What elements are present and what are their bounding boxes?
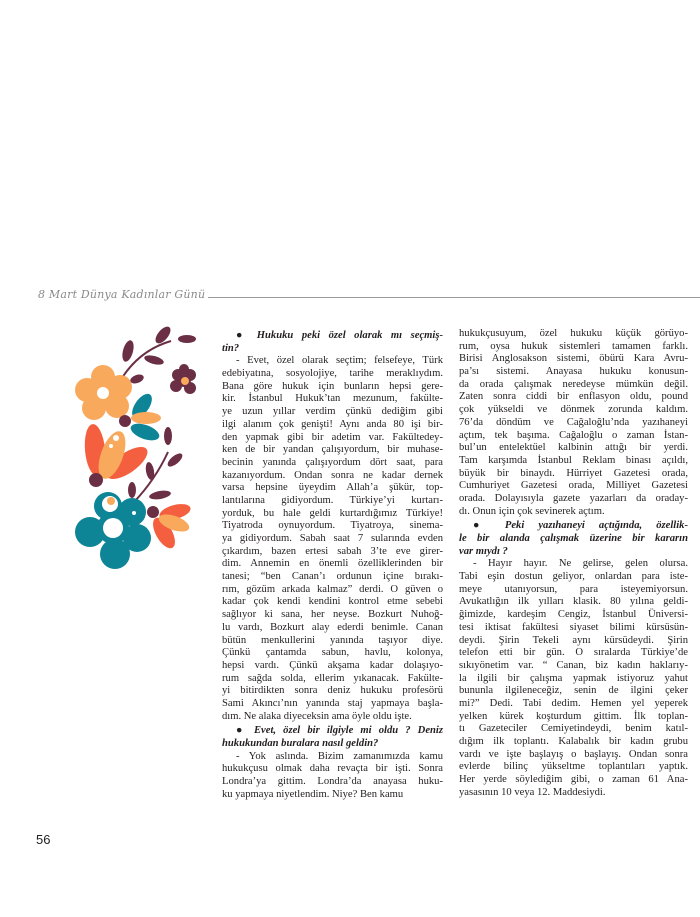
orange-flower — [75, 365, 132, 420]
text-line: telefon etti bir gün. O sıralarda Türkiye’de — [459, 647, 688, 659]
interview-answer — [222, 355, 443, 723]
text-line: Tam karşımda İstanbul Reklam binası açıldı, — [459, 454, 688, 466]
text-column-1 — [222, 328, 443, 801]
text-line: ● Hukuku peki özel olarak mı seçmiş- — [236, 330, 443, 341]
text-line: dığım ilk toplantı. Kalabalık bir kadın grubu — [459, 736, 688, 747]
red-side-flower — [147, 501, 192, 552]
text-line: mi?” Dedi. Tabi dedim. Hemen yel yeperek — [459, 697, 688, 709]
text-line: 76’da döndüm ve Cağaloğlu’nda yazıhaneyi — [459, 416, 688, 428]
text-line: evlerde bilinç yükseltme toplantıları yaptık. — [459, 761, 688, 773]
text-line: bütün menkullerini yanında taşıyor diye. — [222, 634, 443, 646]
text-line: ilgi alanım çok genişti! Aynı anda 80 işi bir- — [222, 418, 443, 430]
text-line: Sami Akıncı’nın yanında staj yapmaya başla- — [222, 697, 443, 709]
text-line: pa’sı sistemi. Anayasa hukuku konusun- — [459, 366, 688, 378]
text-line: Her yerde söylediğim gibi, o zaman 61 Ana- — [459, 774, 688, 786]
text-line: Birisi Anglosakson sistemi, öbürü Kara Avru- — [459, 353, 688, 365]
text-line: den yapmak gibi bir adetim var. Fakültedey- — [222, 431, 443, 443]
text-line: - Hayır hayır. Ne gelirse, gelen olursa. — [473, 558, 688, 570]
text-line: Bana göre hukuk için bunların hepsi gere- — [222, 380, 443, 392]
text-line: da orada çalışmak neredeyse mümkün değil. — [459, 378, 688, 390]
text-line: hukukçusuyum, özel hukuku küçük görüyo- — [459, 328, 688, 339]
text-column-2 — [459, 328, 688, 799]
small-plum-flower — [170, 364, 196, 394]
header-divider — [208, 297, 700, 298]
text-line: yi bitirdikten sonra deniz hukuku profesörü — [222, 685, 443, 697]
text-line: var mıydı ? — [459, 545, 508, 557]
text-line: bununla ilgileneceğiz, senin de ilgini çeker — [459, 685, 688, 697]
text-line: kadar çok kendi kendini kontrol etme sebebi — [222, 596, 443, 608]
text-line: hepsi vardı. Çünkü akşama kadar dolaşıyo- — [222, 659, 443, 671]
text-line: Tabi eşin dostun geliyor, onlardan para iste- — [459, 571, 688, 583]
text-line: becinin yanında çalışıyordum dört saat, para — [222, 456, 443, 468]
text-line: açtım, tek başıma. Cağaloğlu o zaman İstan- — [459, 429, 688, 441]
text-line: Londra’ya gittim. Londra’da anayasa huku- — [222, 776, 443, 788]
text-line: Cumhuriyet Gazetesi orada, Milliyet Gazetesi — [459, 480, 688, 492]
floral-illustration — [50, 320, 210, 600]
text-line: kir. İstanbul Hukuk’tan mezunum, fakülte- — [222, 393, 443, 405]
text-line: dı. Onun için çok sevinerek açtım. — [459, 505, 605, 517]
text-line: çıkardım, bazen ertesi sabah 3’te eve girer- — [222, 545, 443, 557]
text-line: Tiyatroda oynuyordum. Tiyatroya, sinema- — [222, 520, 443, 532]
text-line: hukukçusu olmak daha revaçta bir işti. Sonra — [222, 763, 443, 775]
text-line: tesi iktisat fakültesi siyaset bilimi kürsüsün- — [459, 621, 688, 633]
text-line: vardı ve işte başlayış o başlayış. Ondan sonra — [459, 748, 688, 760]
text-line: dım. Ne alaka diyeceksin ama öyle oldu işte. — [222, 710, 412, 722]
text-line: lu vardı, Bozkurt alay ederdi benimle. Canan — [222, 621, 443, 633]
text-line: deydi. Şirin Tekeli aynı kürsüdeydi. Şirin — [459, 634, 688, 646]
text-line: çok yükseldi ve dönmek zorunda kaldım. — [459, 404, 688, 416]
text-line: le bir alanda çalışmak üzerine bir kararın — [459, 533, 688, 544]
text-line: rum sağda solda, ellerim yıkanacak. Fakülte- — [222, 672, 443, 684]
text-line: lantılarına gidiyordum. Türkiye’yi kurtarı- — [222, 494, 443, 506]
text-line: - Yok aslında. Bizim zamanımızda kamu — [236, 750, 443, 762]
text-line: ya gidiyordum. Sabah saat 7 sularında evden — [222, 533, 443, 544]
text-line: ● Peki yazıhaneyi açtığında, özellik- — [473, 520, 688, 532]
text-line: varsa hepsine üyeydim Allah’a şükür, top- — [222, 482, 443, 494]
text-line: kazanıyordum. Ondan sonra ne kadar dernek — [222, 469, 443, 481]
interview-question — [222, 725, 443, 750]
text-line: ken de bir yandan çalışıyordum, bir muhase- — [222, 444, 443, 456]
text-line: dim. Annemin en önemli özelliklerinden bir — [222, 558, 443, 570]
text-line: Çünkü çantamda sabun, havlu, kolonya, — [222, 647, 443, 659]
text-line: orada. Dolayısıyla gazete yazarları da oraday- — [459, 492, 688, 504]
text-line: ye uzun yıllar verdim çünkü dediğim gibi — [222, 406, 443, 418]
text-line: tı Gazeteciler Cemiyetindeydi, benim katıl- — [459, 723, 688, 735]
text-line: sağlıyor ki sana, her neyse. Bozkurt Nuhoğ- — [222, 609, 443, 621]
section-title: 8 Mart Dünya Kadınlar Günü — [38, 288, 206, 301]
text-line: tanesi; “ben Canan’ı ordunun içine bırakı- — [222, 571, 443, 583]
text-line: ku yapmaya niyetlendim. Niye? Ben kamu — [222, 788, 404, 800]
text-line: büyük bir binaydı. Hürriyet Gazetesi orada, — [459, 467, 688, 479]
text-line: yelken kürek koşturdum gittim. İlk toplan- — [459, 710, 688, 722]
text-line: ğimizde, kardeşim Cengiz, İstanbul Üniversi- — [459, 609, 688, 621]
text-line: tin? — [222, 342, 240, 354]
text-line: sıkıyönetim var. “ Canan, biz kadın haklarıy- — [459, 659, 688, 671]
text-line: la ilgili bir çalışma yapmak istiyoruz yahut — [459, 672, 688, 684]
page-number: 56 — [36, 832, 51, 847]
interview-answer — [222, 751, 443, 802]
text-line: yorduk, bu hale geldi kurtardığımız Türkiye! — [222, 507, 443, 519]
text-line: edebiyatına, sosyolojiye, tarihe meraklıydım. — [222, 368, 443, 380]
interview-answer — [459, 558, 688, 799]
text-line: hukukundan buralara nasıl geldin? — [222, 738, 379, 749]
interview-answer — [459, 328, 688, 518]
text-line: Zaten sonra ciddi bir enflasyon oldu, pound — [459, 391, 688, 403]
text-line: - Evet, özel olarak seçtim; felsefeye, Türk — [236, 355, 443, 367]
text-line: yasasının 10 veya 12. Maddesiydi. — [459, 786, 606, 798]
interview-question — [222, 330, 443, 355]
text-line: ● Evet, özel bir ilgiyle mi oldu ? Deniz — [236, 725, 443, 737]
teal-large-flower — [75, 492, 151, 569]
text-line: bul’un entelektüel kalbinin attığı bir yerdi. — [459, 442, 688, 454]
interview-question — [459, 520, 688, 558]
text-line: rum, oysa hukuk sistemleri tamamen farklı. — [459, 340, 688, 352]
text-line: Avukatlığın ilk yılları klasik. 80 yılına geldi- — [459, 596, 688, 608]
text-line: rım, gözüm arkada kalmaz” derdi. O güven o — [222, 583, 443, 595]
text-line: meye utanıyorsun, para isteyemiyorsun. — [459, 583, 688, 595]
